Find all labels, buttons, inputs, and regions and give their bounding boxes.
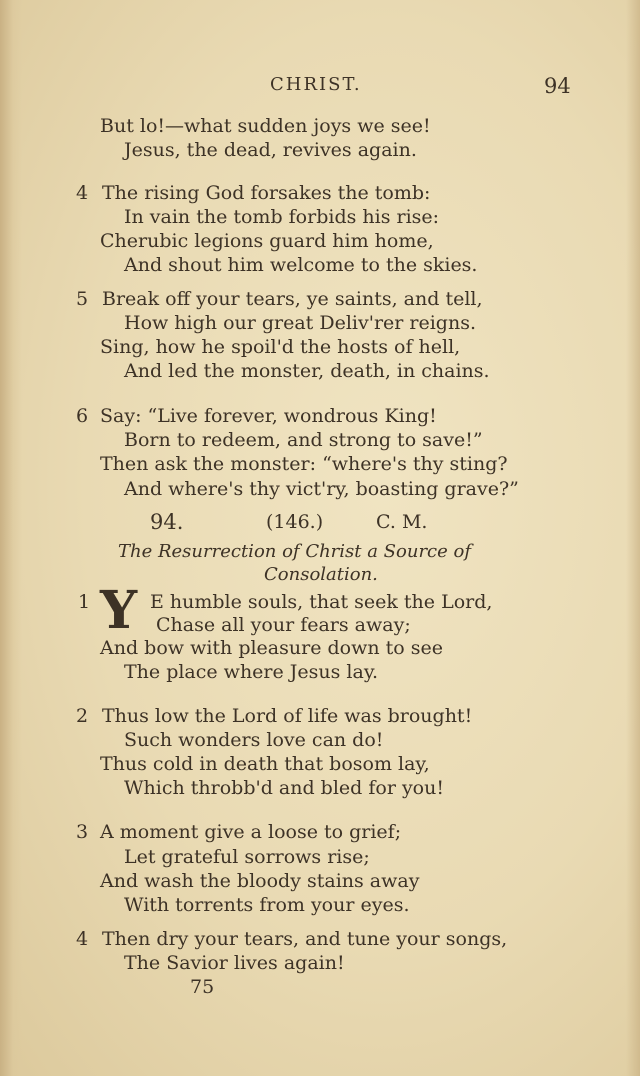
stanza-number: 4 bbox=[76, 928, 89, 950]
verse-line: Break off your tears, ye saints, and tell, bbox=[102, 288, 483, 310]
running-head: CHRIST. bbox=[270, 74, 362, 95]
signature-number: 75 bbox=[190, 976, 215, 998]
verse-line: And where's thy vict'ry, boasting grave?” bbox=[124, 478, 519, 500]
verse-line: Let grateful sorrows rise; bbox=[124, 846, 370, 868]
verse-line: Say: “Live forever, wondrous King! bbox=[100, 405, 437, 427]
hymn-meter: C. M. bbox=[376, 511, 428, 533]
verse-line: And bow with pleasure down to see bbox=[100, 637, 443, 659]
verse-line: A moment give a loose to grief; bbox=[100, 821, 402, 843]
stanza-number: 1 bbox=[78, 591, 91, 613]
stanza-number: 5 bbox=[76, 288, 89, 310]
verse-line: How high our great Deliv'rer reigns. bbox=[124, 312, 476, 334]
verse-line: Jesus, the dead, revives again. bbox=[124, 139, 417, 161]
verse-line: Which throbb'd and bled for you! bbox=[124, 777, 444, 799]
verse-line: With torrents from your eyes. bbox=[124, 894, 410, 916]
verse-line: The Savior lives again! bbox=[124, 952, 345, 974]
verse-line: Sing, how he spoil'd the hosts of hell, bbox=[100, 336, 461, 358]
verse-line: And shout him welcome to the skies. bbox=[124, 254, 478, 276]
verse-line: But lo!—what sudden joys we see! bbox=[100, 115, 431, 137]
verse-line: Born to redeem, and strong to save!” bbox=[124, 429, 483, 451]
verse-line: Thus cold in death that bosom lay, bbox=[100, 753, 430, 775]
stanza-number: 2 bbox=[76, 705, 89, 727]
verse-line: Such wonders love can do! bbox=[124, 729, 384, 751]
verse-line: Then ask the monster: “where's thy sting? bbox=[100, 453, 508, 475]
verse-line: Then dry your tears, and tune your songs, bbox=[102, 928, 508, 950]
stanza-number: 3 bbox=[76, 821, 89, 843]
hymn-title-line: Consolation. bbox=[264, 564, 378, 585]
verse-line: The place where Jesus lay. bbox=[124, 661, 379, 683]
verse-line: Chase all your fears away; bbox=[156, 614, 411, 636]
verse-line: Thus low the Lord of life was brought! bbox=[102, 705, 473, 727]
verse-line: The rising God forsakes the tomb: bbox=[102, 182, 431, 204]
stanza-number: 4 bbox=[76, 182, 89, 204]
hymn-title-line: The Resurrection of Christ a Source of bbox=[118, 541, 472, 562]
verse-line: In vain the tomb forbids his rise: bbox=[124, 206, 440, 228]
stanza-number: 6 bbox=[76, 405, 89, 427]
hymn-number: 94. bbox=[150, 510, 184, 534]
hymn-reference: (146.) bbox=[266, 511, 324, 533]
verse-line: E humble souls, that seek the Lord, bbox=[150, 591, 493, 613]
verse-line: Cherubic legions guard him home, bbox=[100, 230, 434, 252]
verse-line: And led the monster, death, in chains. bbox=[124, 360, 490, 382]
verse-line: And wash the bloody stains away bbox=[100, 870, 420, 892]
drop-cap-letter: Y bbox=[100, 580, 138, 641]
page-number: 94 bbox=[544, 74, 571, 98]
